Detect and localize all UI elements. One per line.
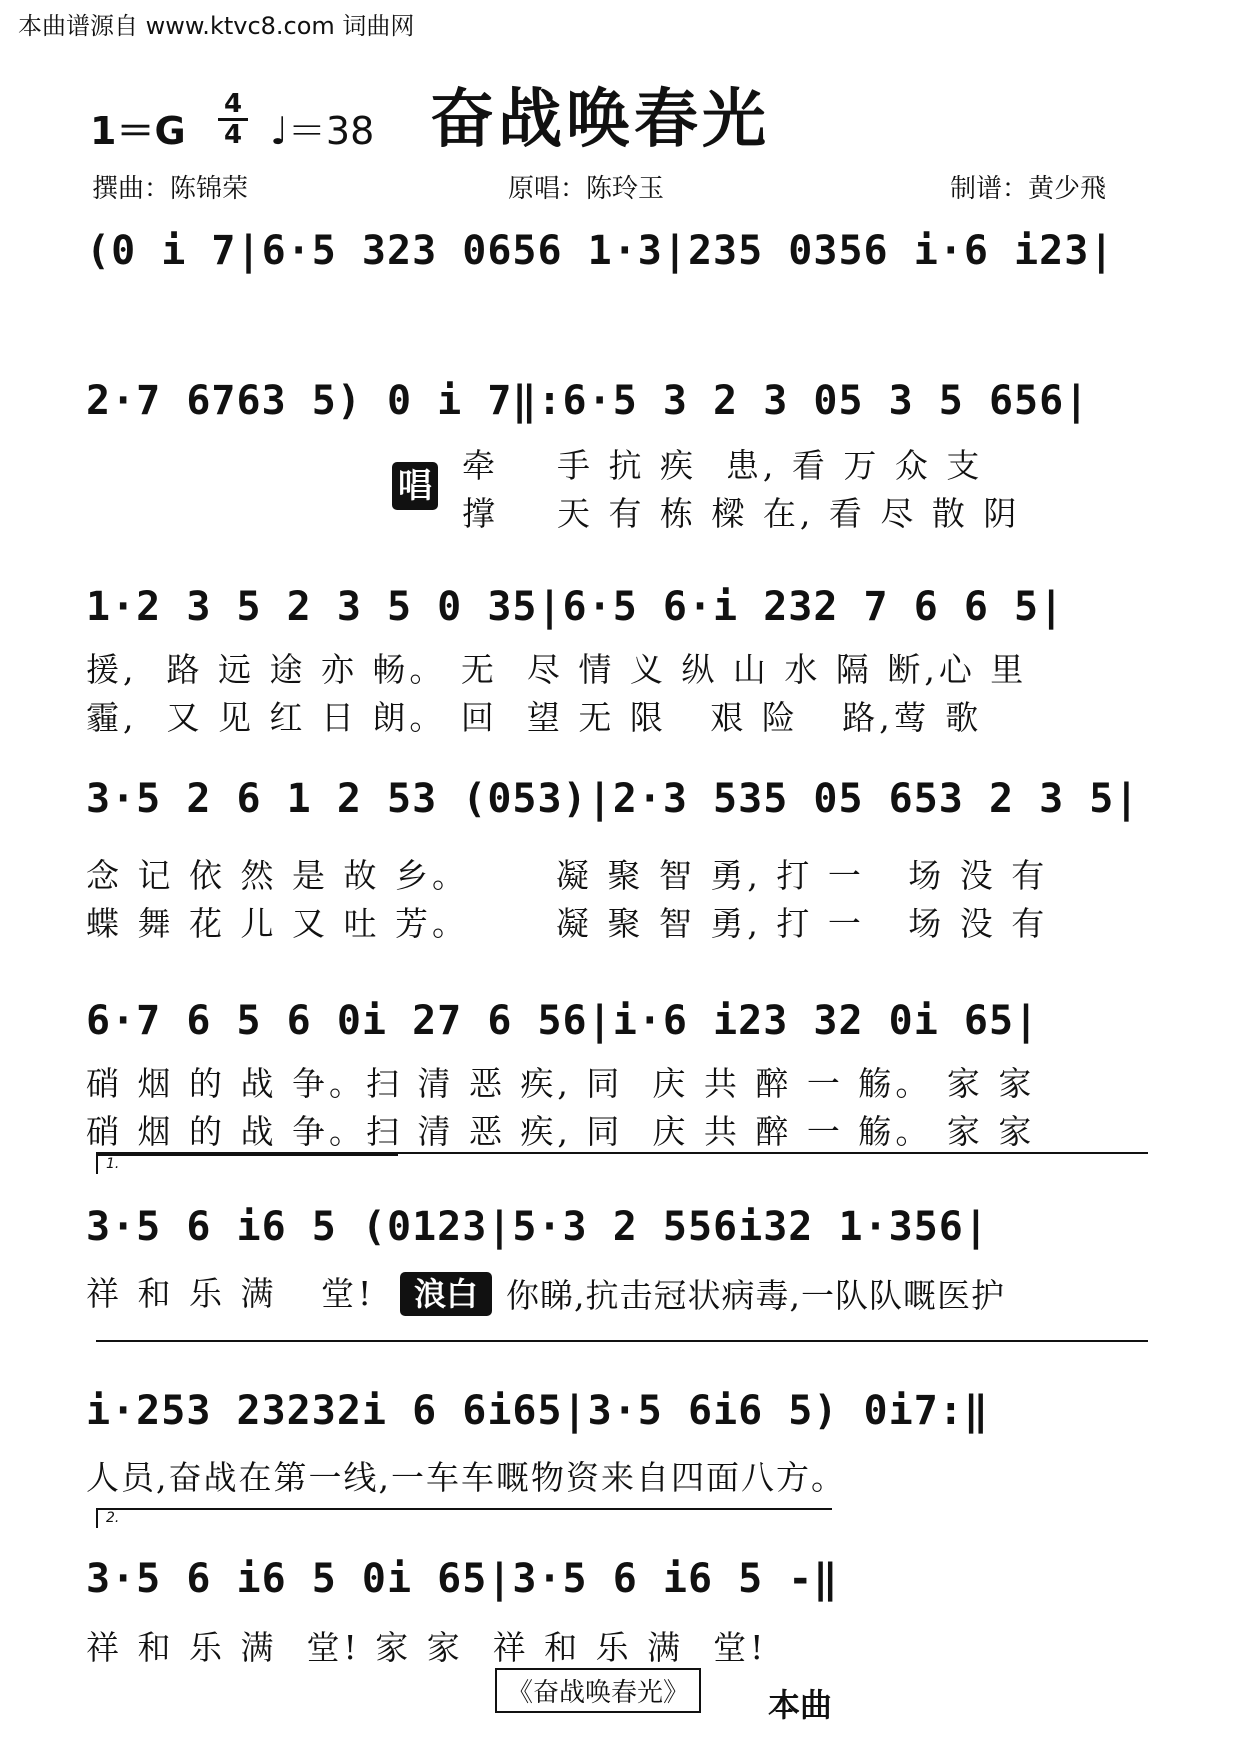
singer-credit: 原唱：陈玲玉 bbox=[508, 174, 665, 204]
notation-line-8: 3·5 6 i6 5 0i 65|3·5 6 i6 5 -‖ bbox=[86, 1556, 839, 1602]
sing-badge: 唱 bbox=[392, 462, 438, 510]
source-header: 本曲谱源自 www.ktvc8.com 词曲网 bbox=[18, 12, 415, 40]
notation-line-2: 2·7 6763 5) 0 i 7‖:6·5 3 2 3 05 3 5 656| bbox=[86, 378, 1090, 424]
song-title: 奋战唤春光 bbox=[430, 82, 770, 157]
lyric-line-4-verse-1: 念 记 依 然 是 故 乡。 凝 聚 智 勇, 打 一 场 没 有 bbox=[86, 856, 1049, 895]
volta-2 bbox=[96, 1508, 832, 1528]
notation-line-1: (0 i 7|6·5 323 0656 1·3|235 0356 i·6 i23| bbox=[86, 228, 1115, 274]
volta-1 bbox=[96, 1154, 398, 1174]
notation-line-7: i·253 23232i 6 6i65|3·5 6i6 5) 0i7:‖ bbox=[86, 1388, 989, 1434]
lyric-line-5-verse-1: 硝 烟 的 战 争。扫 清 恶 疾, 同 庆 共 醉 一 觞。 家 家 bbox=[86, 1064, 1036, 1103]
narration-line-2: 人员,奋战在第一线,一车车嘅物资来自四面八方。 bbox=[86, 1458, 846, 1497]
notation-line-4: 3·5 2 6 1 2 53 (053)|2·3 535 05 653 2 3 5| bbox=[86, 776, 1140, 822]
lyric-line-4-verse-2: 蝶 舞 花 儿 又 吐 芳。 凝 聚 智 勇, 打 一 场 没 有 bbox=[86, 904, 1049, 943]
lyric-line-2-verse-1: 牵 手 抗 疾 患, 看 万 众 支 bbox=[462, 446, 984, 485]
key-signature: 1＝G bbox=[90, 109, 186, 153]
watermark: 本曲 bbox=[768, 1686, 833, 1724]
time-signature-bottom: 4 bbox=[223, 120, 243, 150]
narration-badge: 浪白 bbox=[400, 1272, 492, 1316]
lyric-line-3-verse-2: 霾, 又 见 红 日 朗。 回 望 无 限 艰 险 路,莺 歌 bbox=[86, 698, 983, 737]
lyric-line-2-verse-2: 撑 天 有 栋 樑 在, 看 尽 散 阴 bbox=[462, 494, 1021, 533]
time-signature bbox=[218, 89, 248, 150]
arranger-credit: 制谱：黄少飛 bbox=[950, 174, 1107, 204]
lyric-line-5-verse-2: 硝 烟 的 战 争。扫 清 恶 疾, 同 庆 共 醉 一 觞。 家 家 bbox=[86, 1112, 1036, 1151]
footer-title: 《奋战唤春光》 bbox=[495, 1668, 701, 1713]
notation-line-6: 3·5 6 i6 5 (0123|5·3 2 556i32 1·356| bbox=[86, 1204, 989, 1250]
narration-line-1: 你睇,抗击冠状病毒,一队队嘅医护 bbox=[506, 1276, 1005, 1315]
lyric-line-3-verse-1: 援, 路 远 途 亦 畅。 无 尽 情 义 纵 山 水 隔 断,心 里 bbox=[86, 650, 1028, 689]
composer-credit: 撰曲：陈锦荣 bbox=[92, 174, 249, 204]
time-signature-top: 4 bbox=[223, 89, 243, 119]
notation-line-3: 1·2 3 5 2 3 5 0 35|6·5 6·i 232 7 6 6 5| bbox=[86, 584, 1065, 630]
volta-2-label: 2. bbox=[106, 1510, 120, 1526]
lyric-line-6: 祥 和 乐 满 堂! bbox=[86, 1274, 376, 1313]
notation-line-5: 6·7 6 5 6 0i 27 6 56|i·6 i23 32 0i 65| bbox=[86, 998, 1040, 1044]
volta-1-label: 1. bbox=[106, 1156, 120, 1172]
lyric-line-8: 祥 和 乐 满 堂! 家 家 祥 和 乐 满 堂! bbox=[86, 1628, 768, 1667]
tempo-marking: ♩＝38 bbox=[270, 109, 375, 153]
ending-rule-2 bbox=[96, 1340, 1148, 1342]
